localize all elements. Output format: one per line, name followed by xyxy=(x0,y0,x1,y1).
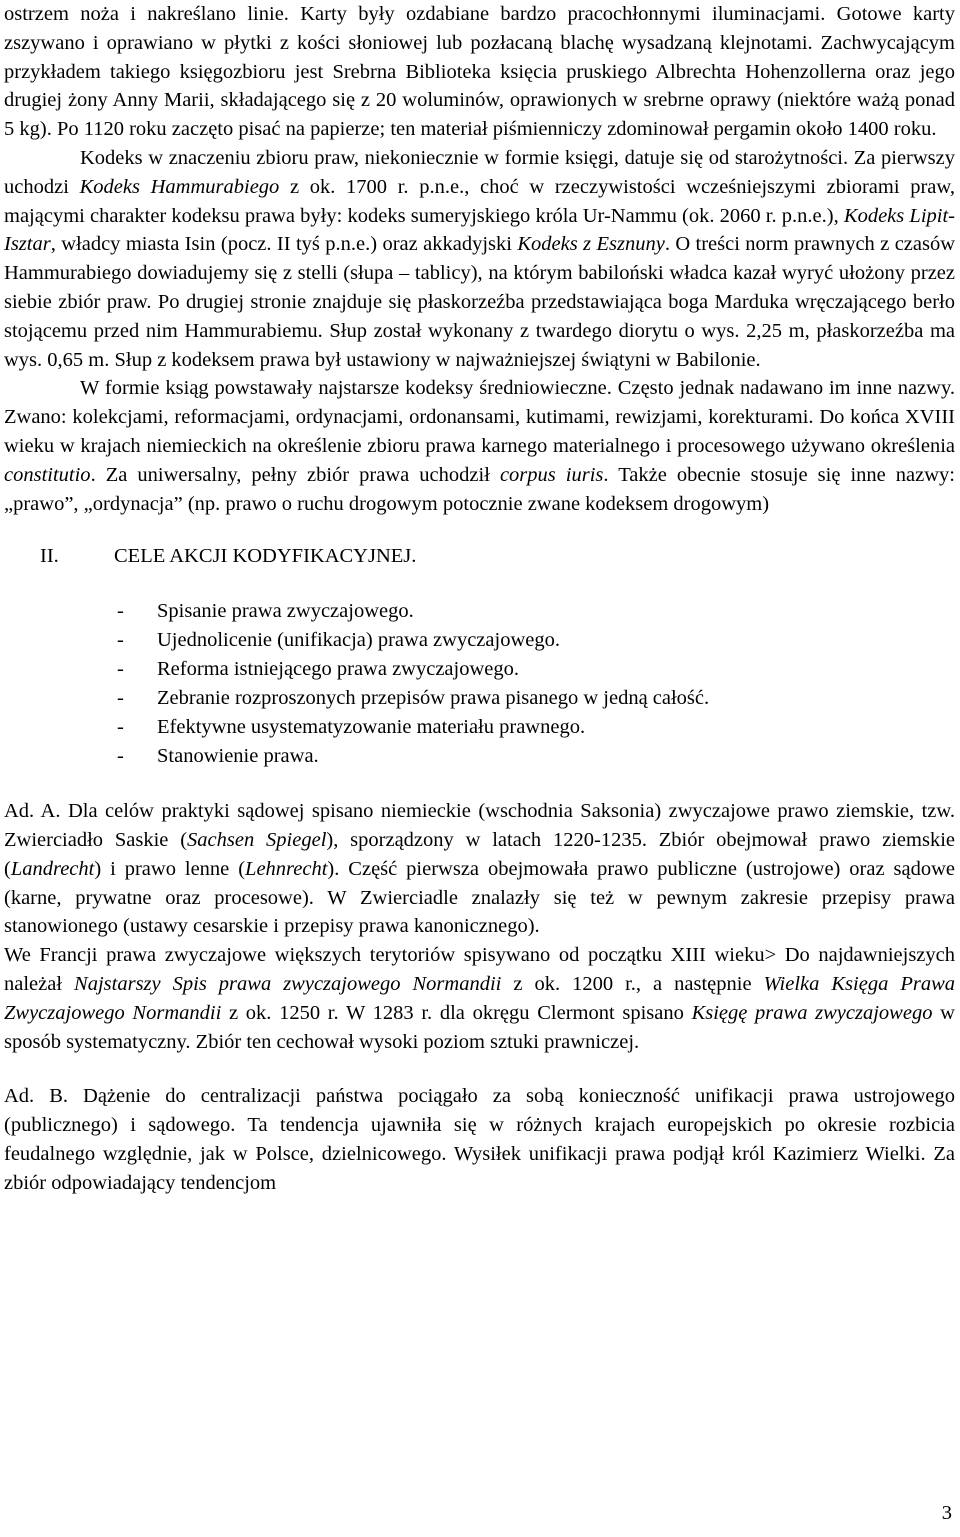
italic-text-run: Kodeks Lipit-Isztar xyxy=(4,204,955,256)
italic-text-run: constitutio xyxy=(4,463,91,486)
text-run: . Także obecnie stosuje się inne nazwy: „prawo”, „ordynacja” (np. prawo o ruchu drogowym potocznie zwane kodeksem drogowym) xyxy=(4,463,955,515)
text-run: z ok. 1200 r., a następnie xyxy=(501,972,764,995)
italic-text-run: corpus iuris xyxy=(499,463,604,486)
text-run: ostrzem noża i nakreślano linie. Karty były ozdabiane bardzo pracochłonnymi iluminacjami. Gotowe karty zszywano i oprawiano w płytki z kości słoniowej lub pozłacaną blachę wysadzaną klejnotami. Zachwycającym przykładem takiego księgozbioru jest Srebrna Biblioteka księcia pruskiego Albrechta Hohenzollerna oraz jego drugiej żony Anny Marii, składającego się z 20 woluminów, oprawionych w srebrne oprawy (niektóre ważą ponad 5 kg). Po 1120 roku zaczęto pisać na papierze; ten materiał piśmienniczy zdominował pergamin około 1400 roku. xyxy=(4,3,955,141)
goal-list-item xyxy=(117,742,955,771)
text-run: ). Część pierwsza obejmowała prawo publiczne (ustrojowe) oraz sądowe (karne, prywatne oraz procesowe). W Zwierciadle znalazły się też w pewnym zakresie przepisy prawa stanowionego (ustawy cesarskie i przepisy prawa kanonicznego). xyxy=(4,857,955,938)
goal-text: Zebranie rozproszonych przepisów prawa pisanego w jedną całość. xyxy=(157,687,710,710)
list-dash: - xyxy=(117,687,124,710)
text-run: , władcy miasta Isin (pocz. II tyś p.n.e.) oraz akkadyjski xyxy=(50,233,518,256)
italic-text-run: Sachsen Spiegel xyxy=(187,828,327,851)
paragraph-medieval-codes xyxy=(4,374,955,518)
goal-text: Stanowienie prawa. xyxy=(157,745,319,768)
text-run: z ok. 1250 r. W 1283 r. dla okręgu Clermont spisano xyxy=(221,1001,692,1024)
italic-text-run: Najstarszy Spis prawa zwyczajowego Normandii xyxy=(74,972,502,995)
document-page xyxy=(4,0,955,1198)
goal-text: Spisanie prawa zwyczajowego. xyxy=(157,600,414,623)
text-run: Ad. A. Dla celów praktyki sądowej spisano niemieckie (wschodnia Saksonia) zwyczajowe prawo ziemskie, tzw. Zwierciadło Saskie ( xyxy=(4,800,955,851)
paragraph-ad-a xyxy=(4,797,955,941)
list-dash: - xyxy=(117,629,124,652)
italic-text-run: Kodeks Hammurabiego xyxy=(79,175,280,198)
text-run: We Francji prawa zwyczajowe większych terytoriów spisywano od początku XIII wieku> Do najdawniejszych należał xyxy=(4,944,955,995)
page-number: 3 xyxy=(941,1502,952,1524)
text-run: ) i prawo lenne ( xyxy=(94,857,246,880)
goal-text: Reforma istniejącego prawa zwyczajowego. xyxy=(157,658,520,681)
goal-text: Ujednolicenie (unifikacja) prawa zwyczajowego. xyxy=(157,629,560,652)
section-number: II. xyxy=(40,545,59,568)
italic-text-run: Wielka Księga Prawa Zwyczajowego Normandii xyxy=(4,972,955,1024)
italic-text-run: Kodeks z Esznuny xyxy=(517,233,665,256)
text-run: W formie ksiąg powstawały najstarsze kodeksy średniowieczne. Często jednak nadawano im inne nazwy. Zwano: kolekcjami, reformacjami, ordynacjami, ordonansami, kutimami, rewizjami, korekturami. Do końca XVIII wieku w krajach niemieckich na określenie zbioru prawa karnego materialnego i procesowego używano określenia xyxy=(4,377,955,457)
text-run: Kodeks w znaczeniu zbioru praw, niekoniecznie w formie księgi, datuje się od starożytności. Za pierwszy uchodzi xyxy=(4,146,955,198)
text-run: . O treści norm prawnych z czasów Hammurabiego dowiadujemy się z stelli (słupa – tablicy), na którym babiloński władca kazał wyryć ułożony przez siebie zbiór praw. Po drugiej stronie znajduje się płaskorzeźba przedstawiająca boga Marduka wręczającego berło stojącemu przed nim Hammurabiemu. Słup został wykonany z twardego diorytu o wys. 2,25 m, płaskorzeźba ma wys. 0,65 m. Słup z kodeksem prawa był ustawiony w najważniejszej świątyni w Babilonie. xyxy=(4,233,956,371)
codification-goals-list xyxy=(4,597,955,771)
goal-text: Efektywne usystematyzowanie materiału prawnego. xyxy=(157,716,586,739)
goal-list-item xyxy=(117,684,955,713)
text-run: ), sporządzony w latach 1220-1235. Zbiór obejmował prawo ziemskie ( xyxy=(4,828,955,880)
text-run: w sposób systematyczny. Zbiór ten cechował wysoki poziom sztuki prawniczej. xyxy=(4,1001,955,1053)
italic-text-run: Landrecht xyxy=(10,857,95,880)
paragraph-ancient-codes xyxy=(4,144,955,374)
paragraph-france xyxy=(4,941,955,1056)
goal-list-item xyxy=(117,597,955,626)
goal-list-item xyxy=(117,655,955,684)
list-dash: - xyxy=(117,658,124,681)
text-run: z ok. 1700 r. p.n.e., choć w rzeczywistości wcześniejszymi zbiorami praw, mającymi charakter kodeksu prawa były: kodeks sumeryjskiego króla Ur-Nammu (ok. 2060 r. p.n.e.), xyxy=(4,175,955,227)
list-dash: - xyxy=(117,600,124,623)
paragraph-ad-b xyxy=(4,1082,955,1197)
goal-list-item xyxy=(117,713,955,742)
section-title: CELE AKCJI KODYFIKACYJNEJ. xyxy=(114,545,417,568)
list-dash: - xyxy=(117,745,124,768)
italic-text-run: Księgę prawa zwyczajowego xyxy=(691,1001,933,1024)
section-heading xyxy=(4,542,955,571)
list-dash: - xyxy=(117,716,124,739)
text-run: Ad. B. Dążenie do centralizacji państwa pociągało za sobą konieczność unifikacji prawa ustrojowego (publicznego) i sądowego. Ta tendencja ujawniła się w różnych krajach europejskich po okresie rozbicia feudalnego względnie, jak w Polsce, dzielnicowego. Wysiłek unifikacji prawa podjął król Kazimierz Wielki. Za zbiór odpowiadający tendencjom xyxy=(4,1085,955,1194)
text-run: . Za uniwersalny, pełny zbiór prawa uchodził xyxy=(90,463,500,486)
goal-list-item xyxy=(117,626,955,655)
italic-text-run: Lehnrecht xyxy=(245,857,328,880)
paragraph-binding-history xyxy=(4,0,955,144)
